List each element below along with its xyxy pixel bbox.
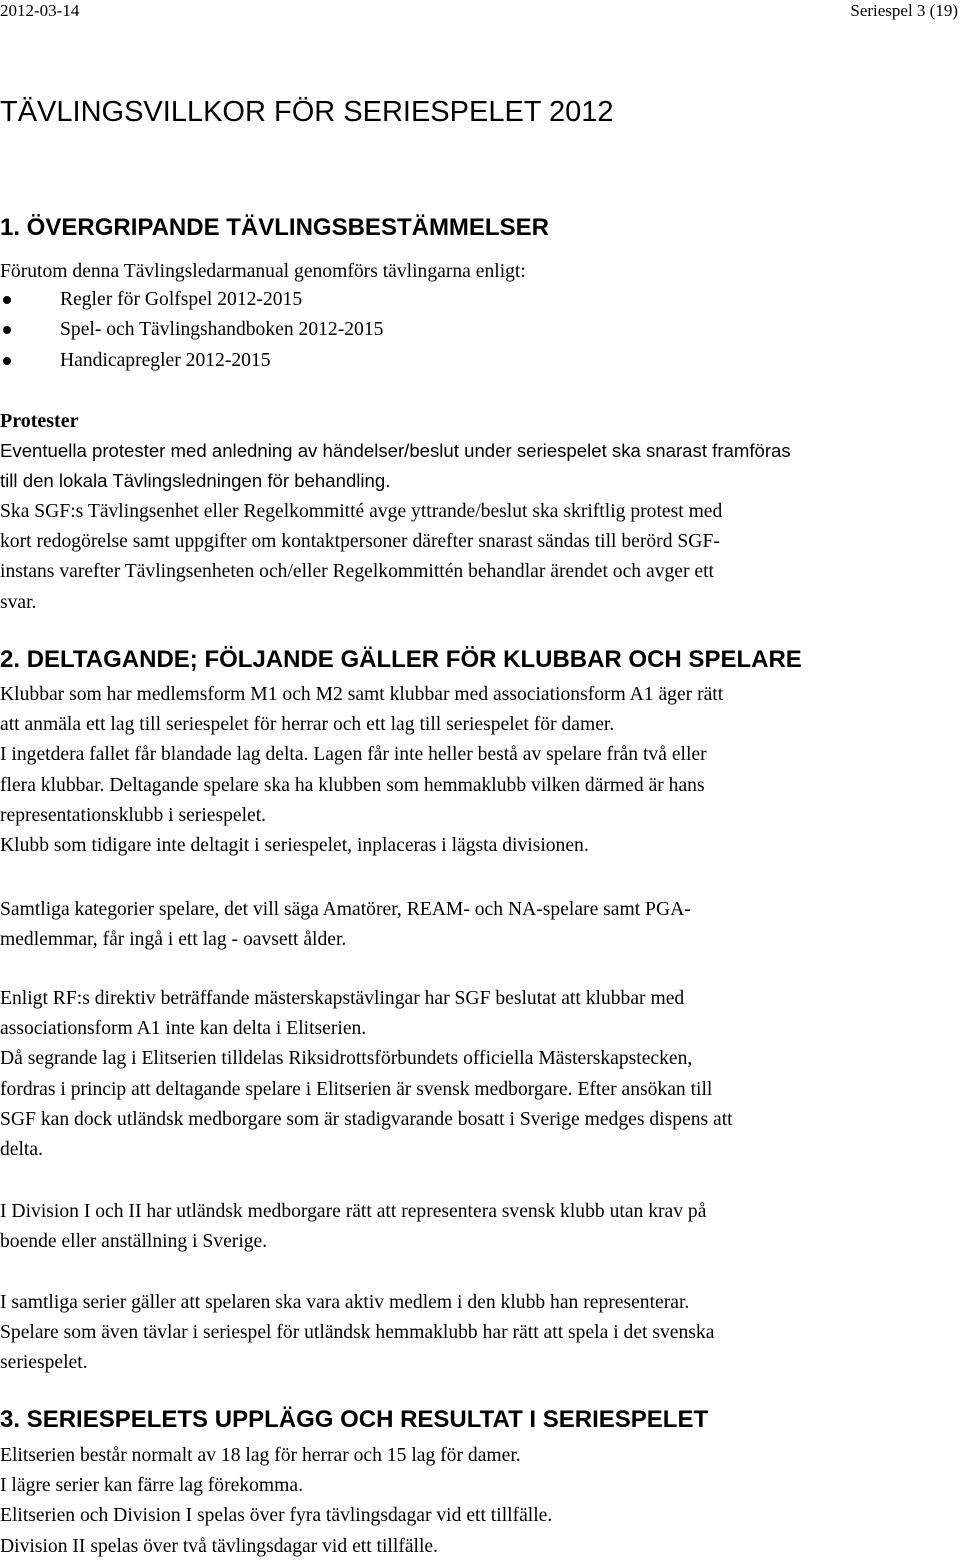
section-2-title: DELTAGANDE; FÖLJANDE GÄLLER FÖR KLUBBAR OCH SPELARE [26, 646, 802, 673]
text-line: SGF kan dock utländsk medborgare som är stadigvarande bosatt i Sverige medges dispens att [0, 1108, 733, 1130]
text-line: instans varefter Tävlingsenheten och/eller Regelkommittén behandlar ärendet och avger ett [0, 561, 714, 583]
text-line: Samtliga kategorier spelare, det vill säga Amatörer, REAM- och NA-spelare samt PGA- [0, 899, 691, 920]
text-line: I ingetdera fallet får blandade lag delta. Lagen får inte heller bestå av spelare från två eller [0, 744, 707, 766]
bullet-dot-icon [3, 296, 11, 304]
categories-paragraph [0, 895, 958, 955]
text-line: Spelare som även tävlar i seriespel för utländsk hemmaklubb har rätt att spela i det svenska [0, 1322, 715, 1344]
text-line: Ska SGF:s Tävlingsenhet eller Regelkommitté avge yttrande/beslut ska skriftlig protest med [0, 501, 723, 522]
bullet-text: Handicapregler 2012-2015 [60, 350, 271, 371]
text-line: Elitserien består normalt av 18 lag för herrar och 15 lag för damer. [0, 1445, 521, 1466]
page-header [0, 0, 960, 24]
text-line: fordras i princip att deltagande spelare i Elitserien är svensk medborgare. Efter ansökan till [0, 1078, 713, 1100]
section-2-number: 2. [0, 646, 21, 673]
text-line: I lägre serier kan färre lag förekomma. [0, 1475, 303, 1497]
section-1-intro: Förutom denna Tävlingsledarmanual genomförs tävlingarna enligt: [0, 261, 526, 282]
text-line: Elitserien och Division I spelas över fyra tävlingsdagar vid ett tillfälle. [0, 1505, 553, 1527]
section-3-heading: 3. SERIESPELETS UPPLÄGG OCH RESULTAT I SERIESPELET [0, 1406, 709, 1433]
protests-paragraph [0, 436, 958, 496]
bullet-dot-icon [3, 326, 11, 334]
structure-paragraph [0, 1441, 958, 1562]
header-page-number: Seriespel 3 (19) [850, 1, 958, 20]
text-line: associationsform A1 inte kan delta i Elitserien. [0, 1018, 367, 1040]
text-line: Klubb som tidigare inte deltagit i seriespelet, inplaceras i lägsta divisionen. [0, 835, 589, 857]
section-1-heading: 1. ÖVERGRIPANDE TÄVLINGSBESTÄMMELSER [0, 214, 549, 241]
protests-heading: Protester [0, 410, 79, 432]
text-line: Eventuella protester med anledning av händelser/beslut under seriespelet ska snarast framföras [0, 440, 791, 461]
text-line: Division II spelas över två tävlingsdagar vid ett tillfälle. [0, 1535, 439, 1557]
text-line: att anmäla ett lag till seriespelet för herrar och ett lag till seriespelet för damer. [0, 714, 615, 736]
protest-procedure-paragraph [0, 497, 958, 618]
text-line: Enligt RF:s direktiv beträffande mästerskapstävlingar har SGF beslutat att klubbar med [0, 988, 685, 1009]
text-line: till den lokala Tävlingsledningen för behandling. [0, 470, 391, 492]
text-line: kort redogörelse samt uppgifter om kontaktpersoner därefter snarast sändas till berörd SGF- [0, 531, 720, 553]
text-line: medlemmar, får ingå i ett lag - oavsett ålder. [0, 929, 347, 951]
text-line: I samtliga serier gäller att spelaren ska vara aktiv medlem i den klubb han representerar. [0, 1292, 690, 1313]
document-title: TÄVLINGSVILLKOR FÖR SERIESPELET 2012 [0, 96, 614, 128]
text-line: delta. [0, 1139, 43, 1161]
section-2-heading [0, 645, 802, 675]
text-line: svar. [0, 591, 37, 613]
division-paragraph [0, 1197, 958, 1257]
text-line: boende eller anställning i Sverige. [0, 1231, 268, 1253]
bullet-text: Spel- och Tävlingshandboken 2012-2015 [60, 319, 384, 340]
elitserien-paragraph [0, 984, 958, 1165]
text-line: flera klubbar. Deltagande spelare ska ha klubben som hemmaklubb vilken därmed är hans [0, 774, 705, 796]
bullet-text: Regler för Golfspel 2012-2015 [60, 289, 303, 310]
membership-paragraph [0, 1288, 958, 1379]
text-line: seriespelet. [0, 1352, 88, 1374]
bullet-dot-icon [3, 357, 11, 365]
text-line: Klubbar som har medlemsform M1 och M2 samt klubbar med associationsform A1 äger rätt [0, 684, 724, 705]
text-line: Då segrande lag i Elitserien tilldelas Riksidrottsförbundets officiella Mästerskapstecken, [0, 1048, 693, 1070]
participation-paragraph [0, 680, 958, 861]
text-line: representationsklubb i seriespelet. [0, 804, 267, 826]
header-date: 2012-03-14 [0, 1, 80, 20]
text-line: I Division I och II har utländsk medborgare rätt att representera svensk klubb utan krav på [0, 1201, 707, 1222]
